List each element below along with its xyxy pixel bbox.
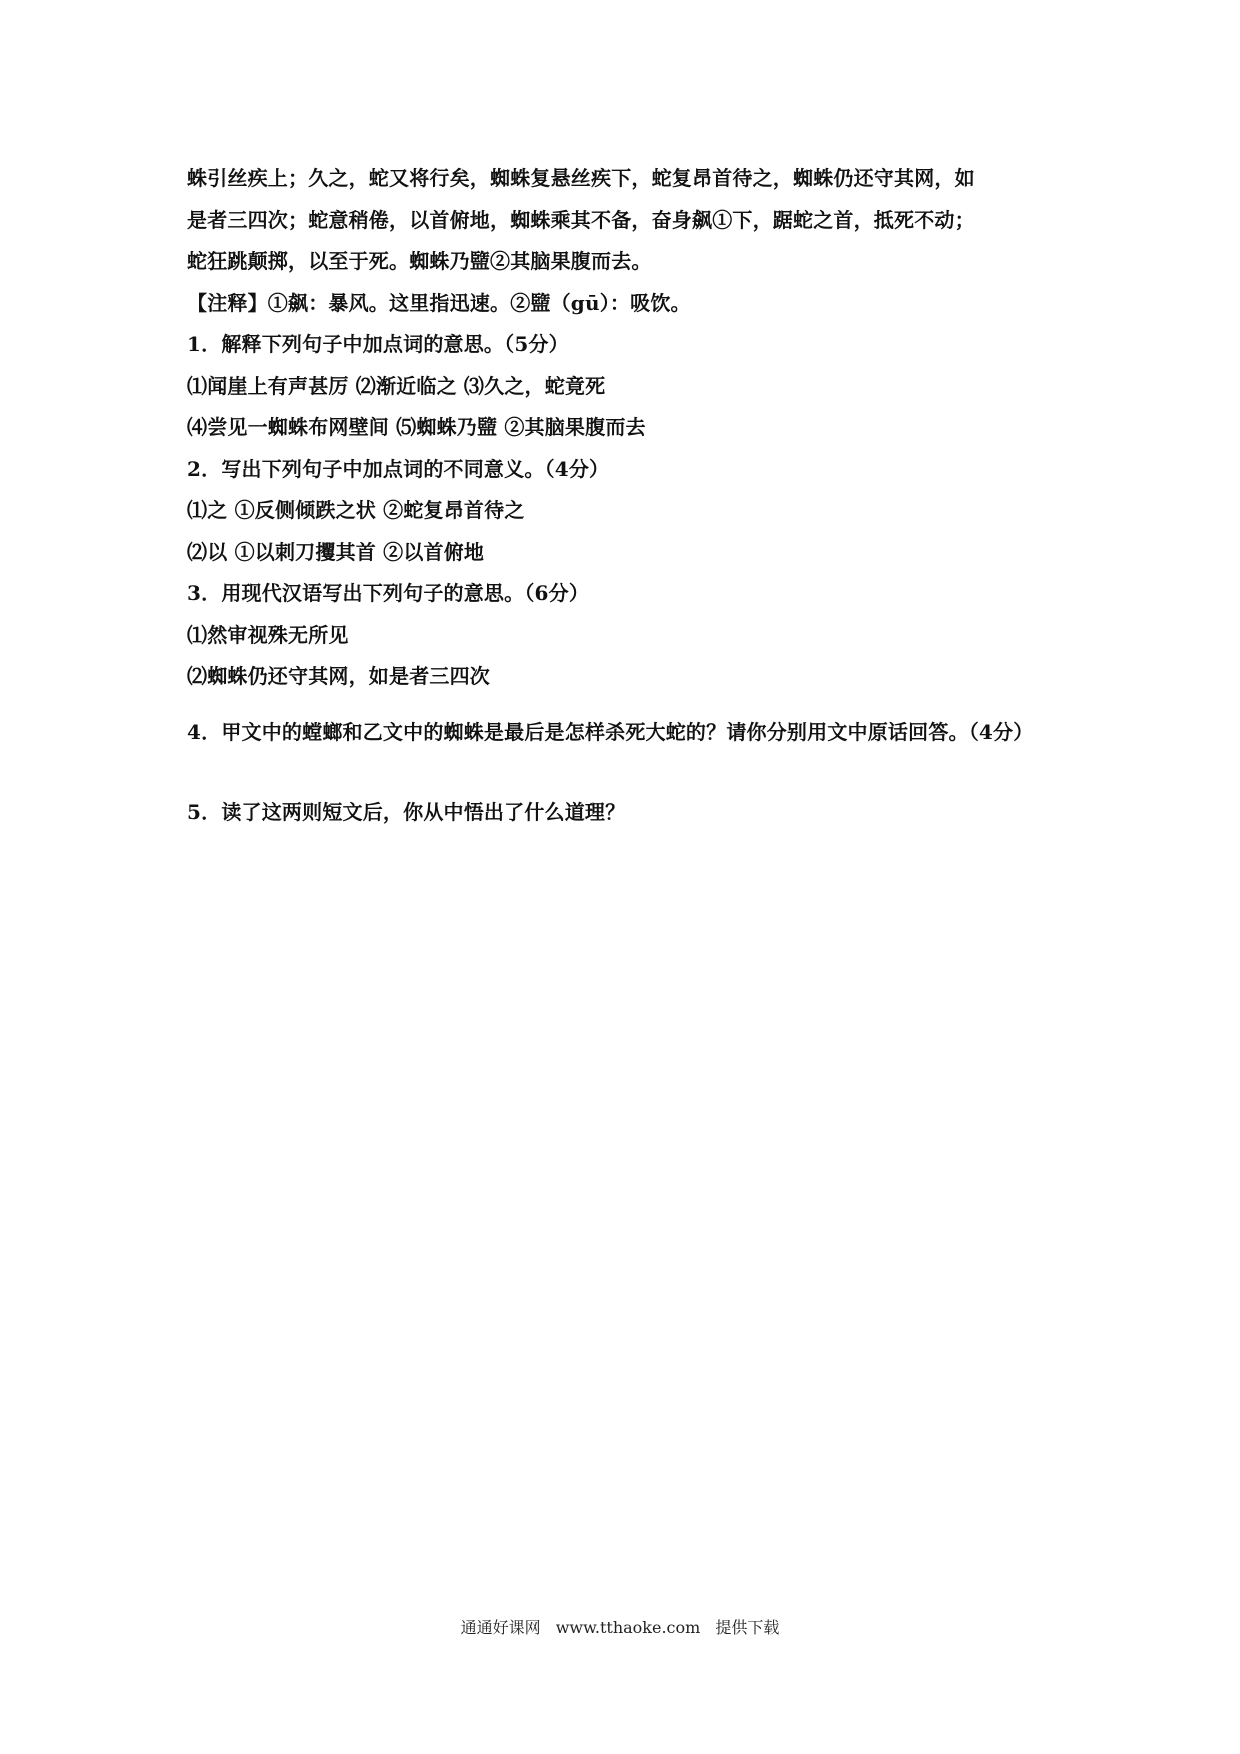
question-2-title: 2．写出下列句子中加点词的不同意义。（4分） (187, 456, 610, 481)
question-1-title: 1．解释下列句子中加点词的意思。（5分） (187, 332, 569, 356)
footer-site-name: 通通好课网 (460, 1618, 541, 1637)
passage-note: 【注释】①飙：暴风。这里指迅速。②盬（gū）：吸饮。 (187, 290, 691, 315)
question-5-title: 5．读了这两则短文后，你从中悟出了什么道理？ (187, 799, 626, 824)
page-footer (0, 1615, 1240, 1638)
passage-line-1: 蛛引丝疾上；久之，蛇又将行矣，蜘蛛复悬丝疾下，蛇复昂首待之，蜘蛛仍还守其网，如 (187, 166, 975, 190)
question-2-line-2: ⑵以 ①以刺刀攫其首 ②以首俯地 (187, 539, 485, 564)
passage-line-2: 是者三四次；蛇意稍倦，以首俯地，蜘蛛乘其不备，奋身飙①下，踞蛇之首，抵死不动； (187, 207, 975, 232)
document-content (187, 158, 1067, 833)
question-3-title: 3．用现代汉语写出下列句子的意思。（6分） (187, 581, 590, 605)
footer-suffix: 提供下载 (715, 1618, 780, 1637)
question-1-line-2: ⑷尝见一蜘蛛布网壁间 ⑸蜘蛛乃盬 ②其脑果腹而去 (187, 415, 646, 439)
footer-url[interactable]: www.tthaoke.com (555, 1618, 701, 1637)
passage-line-3: 蛇狂跳颠掷，以至于死。蜘蛛乃盬②其脑果腹而去。 (187, 249, 652, 273)
question-2-line-1: ⑴之 ①反侧倾跌之状 ②蛇复昂首待之 (187, 498, 525, 522)
question-4-title: 4．甲文中的螳螂和乙文中的蜘蛛是最后是怎样杀死大蛇的？请你分别用文中原话回答。（4分） (187, 719, 1034, 744)
question-3-line-1: ⑴然审视殊无所见 (187, 622, 349, 647)
question-1-line-1: ⑴闻崖上有声甚厉 ⑵渐近临之 ⑶久之，蛇竟死 (187, 373, 606, 398)
question-3-line-2: ⑵蜘蛛仍还守其网，如是者三四次 (187, 664, 490, 688)
